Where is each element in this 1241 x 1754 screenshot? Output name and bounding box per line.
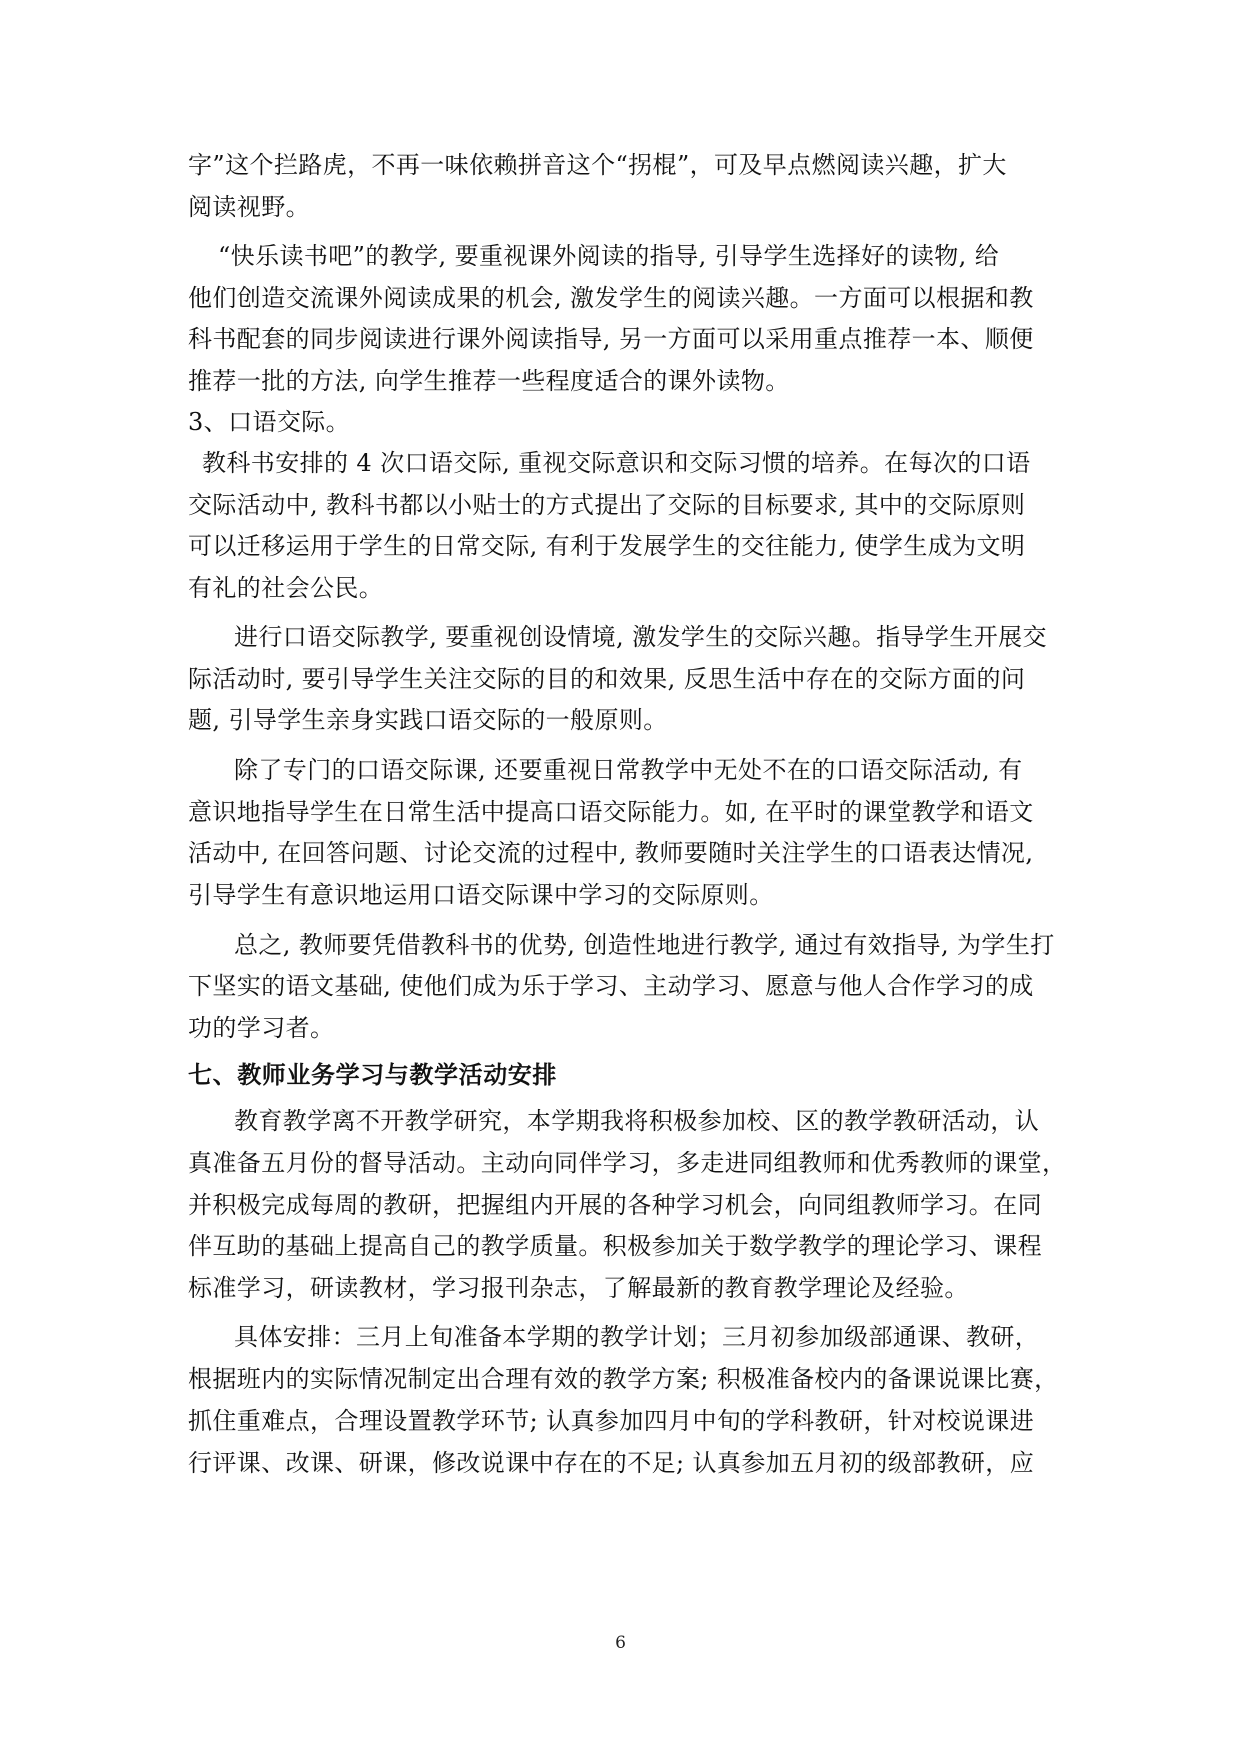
text-line: 标准学习，研读教材，学习报刊杂志，了解最新的教育教学理论及经验。 <box>188 1274 969 1302</box>
text-line: 伴互助的基础上提高自己的教学质量。积极参加关于数学教学的理论学习、课程 <box>188 1232 1042 1260</box>
text-line: 下坚实的语文基础, 使他们成为乐于学习、主动学习、愿意与他人合作学习的成 <box>188 972 1034 1000</box>
text-line: 意识地指导学生在日常生活中提高口语交际能力。如, 在平时的课堂教学和语文 <box>188 798 1034 826</box>
page-number: 6 <box>615 1633 626 1653</box>
text-line: 并积极完成每周的教研，把握组内开展的各种学习机会，向同组教师学习。在同 <box>188 1191 1042 1219</box>
text-line: 具体安排：三月上旬准备本学期的教学计划；三月初参加级部通课、教研， <box>234 1323 1040 1351</box>
section-heading: 七、教师业务学习与教学活动安排 <box>188 1060 557 1089</box>
text-line: 抓住重难点，合理设置教学环节; 认真参加四月中旬的学科教研，针对校说课进 <box>188 1407 1035 1435</box>
text-line: 引导学生有意识地运用口语交际课中学习的交际原则。 <box>188 881 774 909</box>
text-line: 活动中, 在回答问题、讨论交流的过程中, 教师要随时关注学生的口语表达情况, <box>188 839 1034 867</box>
text-line: 推荐一批的方法, 向学生推荐一些程度适合的课外读物。 <box>188 367 790 395</box>
text-line: 有礼的社会公民。 <box>188 574 384 602</box>
text-line: 题, 引导学生亲身实践口语交际的一般原则。 <box>188 706 668 734</box>
text-line: 功的学习者。 <box>188 1014 335 1042</box>
text-line: 他们创造交流课外阅读成果的机会, 激发学生的阅读兴趣。一方面可以根据和教 <box>188 284 1034 312</box>
text-line: 真准备五月份的督导活动。主动向同伴学习，多走进同组教师和优秀教师的课堂， <box>188 1149 1067 1177</box>
text-line: 阅读视野。 <box>188 193 310 221</box>
text-line: 交际活动中, 教科书都以小贴士的方式提出了交际的目标要求, 其中的交际原则 <box>188 491 1026 519</box>
text-line: 总之, 教师要凭借教科书的优势, 创造性地进行教学, 通过有效指导, 为学生打 <box>234 931 1055 959</box>
text-line: 除了专门的口语交际课, 还要重视日常教学中无处不在的口语交际活动, 有 <box>234 756 1023 784</box>
text-line: 行评课、改课、研课，修改说课中存在的不足; 认真参加五月初的级部教研，应 <box>188 1449 1035 1477</box>
text-line: “快乐读书吧”的教学, 要重视课外阅读的指导, 引导学生选择好的读物, 给 <box>218 242 1000 270</box>
text-line: 进行口语交际教学, 要重视创设情境, 激发学生的交际兴趣。指导学生开展交 <box>234 623 1047 651</box>
section-subheading: 3、口语交际。 <box>188 408 351 436</box>
text-line: 根据班内的实际情况制定出合理有效的教学方案; 积极准备校内的备课说课比赛， <box>188 1365 1059 1393</box>
text-line: 际活动时, 要引导学生关注交际的目的和效果, 反思生活中存在的交际方面的问 <box>188 665 1026 693</box>
text-line: 字”这个拦路虎，不再一味依赖拼音这个“拐棍”，可及早点燃阅读兴趣，扩大 <box>188 151 1007 179</box>
text-line: 教科书安排的 4 次口语交际, 重视交际意识和交际习惯的培养。在每次的口语 <box>202 449 1031 477</box>
text-line: 科书配套的同步阅读进行课外阅读指导, 另一方面可以采用重点推荐一本、顺便 <box>188 325 1034 353</box>
text-line: 教育教学离不开教学研究，本学期我将积极参加校、区的教学教研活动，认 <box>234 1107 1040 1135</box>
text-line: 可以迁移运用于学生的日常交际, 有利于发展学生的交往能力, 使学生成为文明 <box>188 532 1026 560</box>
